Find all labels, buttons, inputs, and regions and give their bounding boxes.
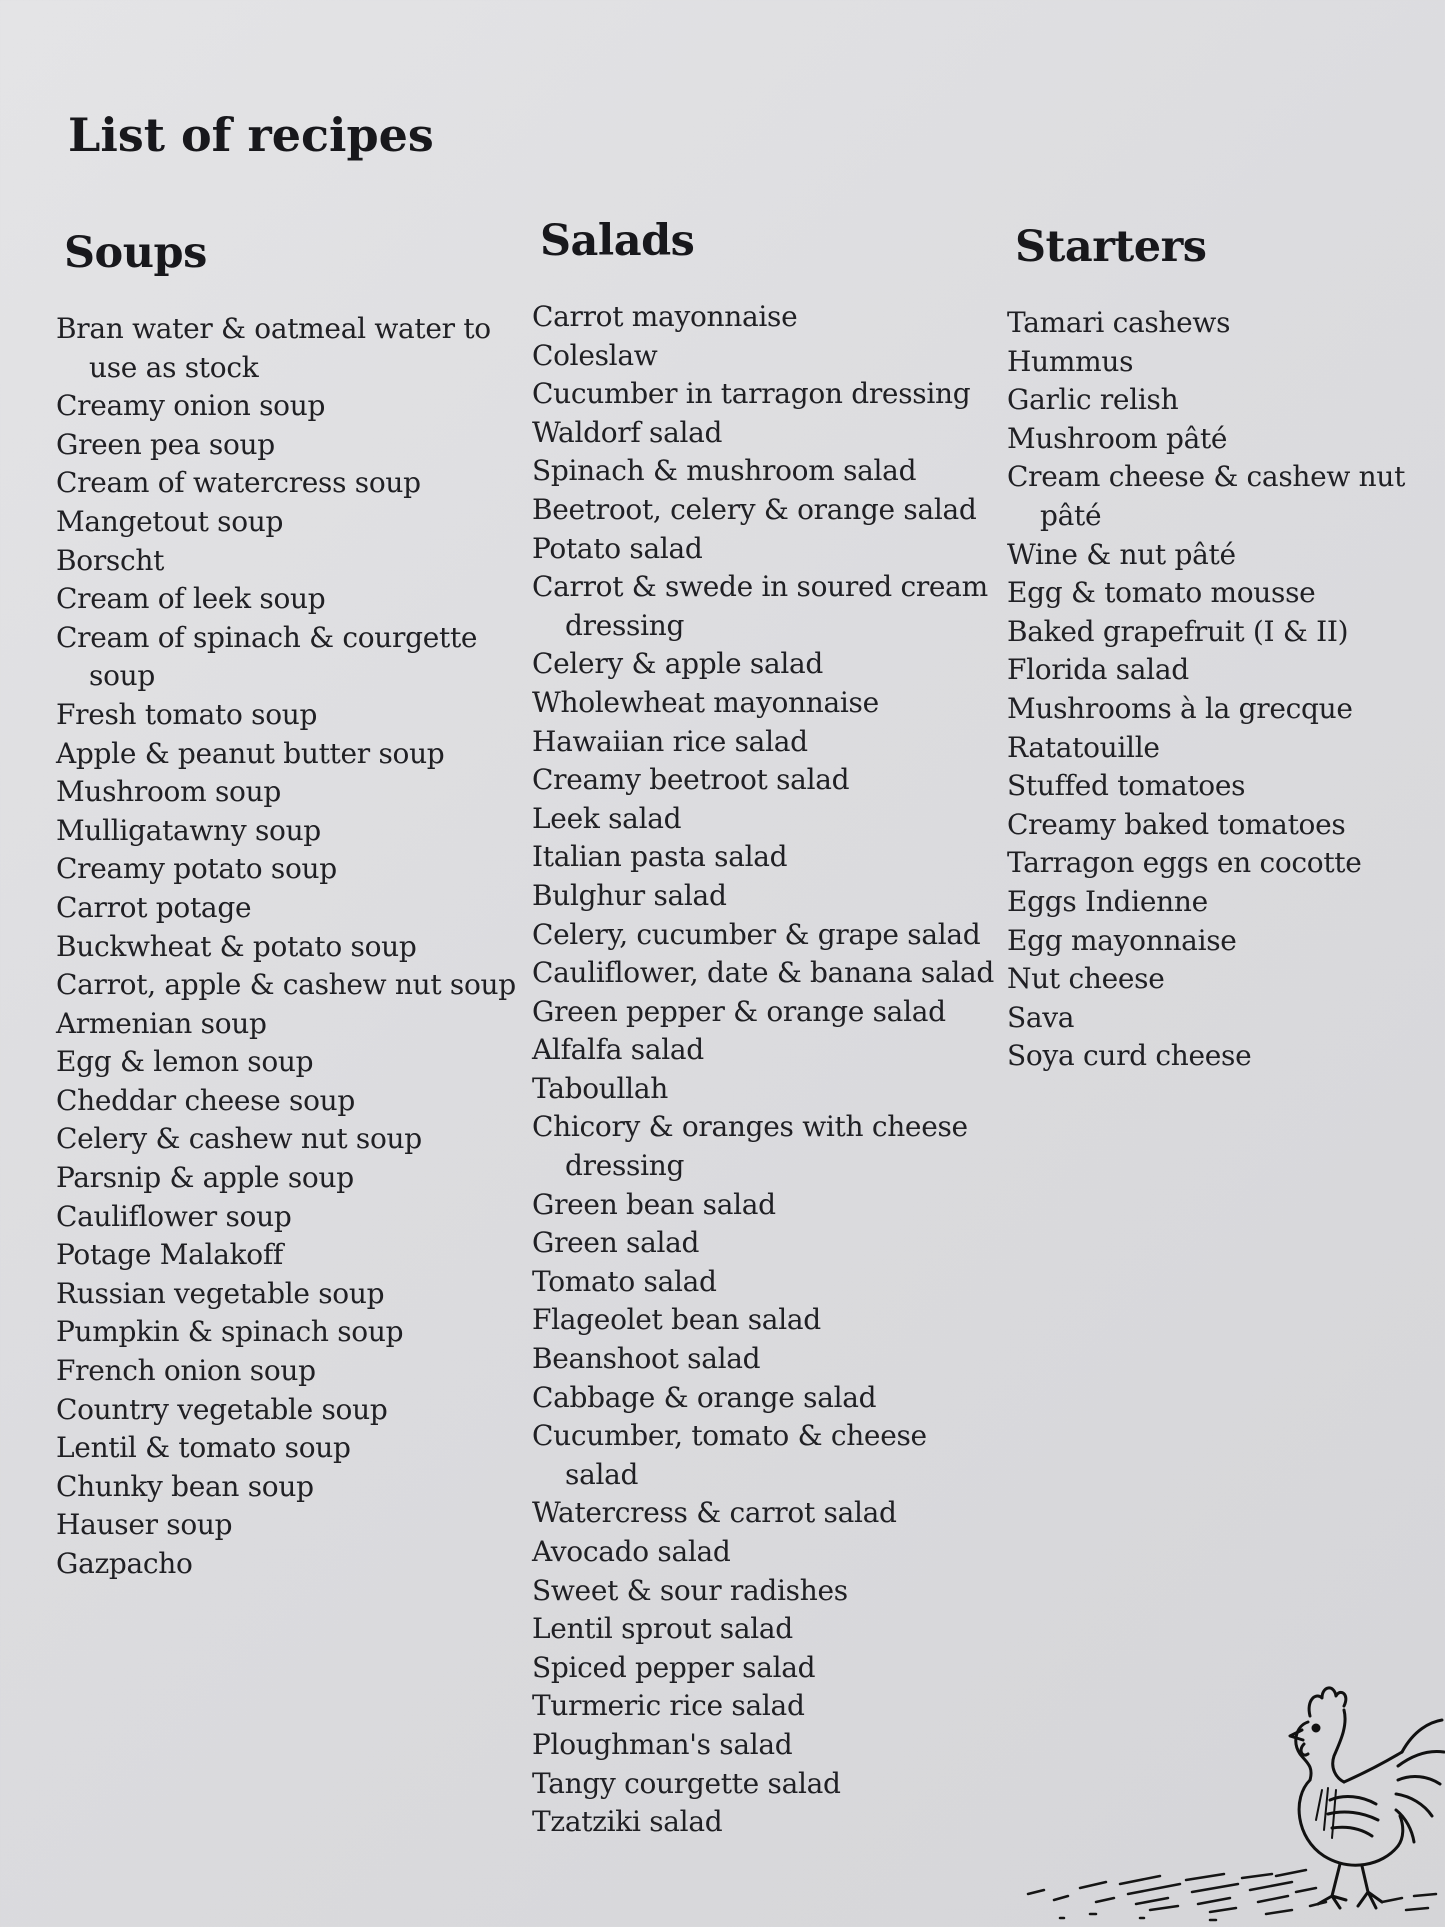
starters-column [1007, 222, 1445, 1076]
recipe-item: Waldorf salad [532, 415, 723, 449]
recipe-item: Beanshoot salad [532, 1342, 761, 1376]
recipe-item: Cheddar cheese soup [56, 1083, 356, 1117]
recipe-item: Gazpacho [56, 1547, 193, 1580]
recipe-item: Potato salad [532, 531, 703, 565]
recipe-item: Celery, cucumber & grape salad [532, 917, 981, 951]
recipe-item: Flageolet bean salad [532, 1303, 821, 1337]
recipe-item: Armenian soup [56, 1006, 267, 1040]
recipe-item: Sweet & sour radishes [532, 1573, 848, 1607]
recipe-item: Lentil sprout salad [532, 1612, 793, 1646]
recipe-item: Beetroot, celery & orange salad [532, 492, 977, 526]
recipe-item: Apple & peanut butter soup [56, 736, 445, 770]
recipe-item: Cabbage & orange salad [532, 1380, 877, 1414]
recipe-item: Tzatziki salad [532, 1805, 723, 1839]
salads-recipe-list [532, 298, 1012, 1842]
recipe-item: Alfalfa salad [532, 1033, 704, 1067]
recipe-item: Lentil & tomato soup [56, 1431, 351, 1465]
recipe-item: Carrot potage [56, 890, 252, 924]
recipe-item: Creamy onion soup [56, 389, 326, 423]
recipe-item: Eggs Indienne [1007, 884, 1208, 918]
recipe-item: French onion soup [56, 1354, 316, 1388]
recipe-item: Egg mayonnaise [1007, 923, 1237, 957]
soups-recipe-list [56, 310, 536, 1584]
recipe-item: Turmeric rice salad [532, 1689, 805, 1723]
recipe-item: Cucumber, tomato & cheese salad [532, 1419, 927, 1491]
recipe-item: Cauliflower soup [56, 1199, 292, 1233]
recipe-item: Green pepper & orange salad [532, 994, 946, 1028]
recipe-item: Hummus [1007, 344, 1134, 378]
recipe-item: Creamy beetroot salad [532, 763, 850, 797]
recipe-item: Nut cheese [1007, 962, 1165, 996]
hen-illustration-icon [1010, 1670, 1445, 1927]
recipe-item: Spiced pepper salad [532, 1650, 816, 1684]
recipe-item: Green bean salad [532, 1187, 776, 1221]
recipe-item: Parsnip & apple soup [56, 1161, 354, 1195]
recipe-item: Green pea soup [56, 427, 275, 461]
recipe-item: Borscht [56, 543, 165, 577]
section-heading-salads: Salads [540, 216, 695, 266]
recipe-item: Country vegetable soup [56, 1392, 388, 1426]
recipe-item: Pumpkin & spinach soup [56, 1315, 404, 1349]
recipe-item: Creamy potato soup [56, 852, 337, 886]
recipe-item: Baked grapefruit (I & II) [1007, 614, 1349, 648]
recipe-item: Bulghur salad [532, 878, 727, 912]
recipe-item: Mulligatawny soup [56, 813, 321, 847]
recipe-item: Tamari cashews [1007, 306, 1231, 339]
recipe-item: Celery & cashew nut soup [56, 1122, 422, 1156]
recipe-item: Carrot mayonnaise [532, 300, 798, 333]
recipe-item: Italian pasta salad [532, 840, 788, 874]
recipe-item: Tomato salad [532, 1264, 717, 1298]
recipe-item: Creamy baked tomatoes [1007, 807, 1346, 841]
recipe-item: Hawaiian rice salad [532, 724, 808, 758]
soups-column [56, 228, 536, 1584]
section-heading-starters: Starters [1015, 222, 1207, 272]
recipe-item: Tarragon eggs en cocotte [1007, 846, 1362, 880]
recipe-item: Tangy courgette salad [532, 1766, 841, 1800]
recipe-item: Ploughman's salad [532, 1727, 793, 1761]
recipe-item: Mushrooms à la grecque [1007, 691, 1353, 725]
recipe-item: Russian vegetable soup [56, 1276, 385, 1310]
recipe-item: Mushroom soup [56, 775, 281, 809]
recipe-item: Mushroom pâté [1007, 421, 1228, 455]
recipe-item: Wholewheat mayonnaise [532, 685, 879, 719]
recipe-item: Coleslaw [532, 338, 658, 372]
recipe-item: Taboullah [532, 1071, 668, 1105]
recipe-item: Carrot & swede in soured cream dressing [532, 570, 988, 642]
recipe-item: Chunky bean soup [56, 1469, 314, 1503]
recipe-item: Watercress & carrot salad [532, 1496, 897, 1530]
recipe-item: Mangetout soup [56, 504, 284, 538]
recipe-item: Cream of watercress soup [56, 466, 421, 500]
recipe-item: Sava [1007, 1000, 1075, 1034]
recipe-item: Spinach & mushroom salad [532, 454, 917, 488]
recipe-item: Cream of spinach & courgette soup [56, 620, 478, 693]
section-heading-soups: Soups [64, 228, 207, 278]
recipe-item: Cauliflower, date & banana salad [532, 956, 995, 990]
salads-column [532, 216, 1012, 1842]
recipe-item: Leek salad [532, 801, 682, 835]
recipe-item: Hauser soup [56, 1508, 233, 1542]
page-title: List of recipes [68, 108, 434, 162]
recipe-item: Soya curd cheese [1007, 1039, 1252, 1073]
recipe-item: Green salad [532, 1226, 700, 1260]
recipe-item: Egg & tomato mousse [1007, 576, 1316, 610]
starters-recipe-list [1007, 304, 1445, 1076]
recipe-item: Fresh tomato soup [56, 697, 318, 731]
recipe-item: Ratatouille [1007, 730, 1160, 764]
recipe-item: Buckwheat & potato soup [56, 929, 417, 963]
recipe-item: Wine & nut pâté [1007, 537, 1236, 571]
recipe-item: Egg & lemon soup [56, 1045, 314, 1079]
recipe-item: Garlic relish [1007, 383, 1179, 417]
recipe-item: Florida salad [1007, 653, 1189, 687]
recipe-item: Bran water & oatmeal water to use as stock [56, 312, 491, 384]
recipe-item: Carrot, apple & cashew nut soup [56, 968, 516, 1002]
recipe-item: Cream cheese & cashew nut pâté [1007, 460, 1406, 532]
recipe-item: Celery & apple salad [532, 647, 824, 681]
recipe-item: Avocado salad [532, 1535, 731, 1568]
recipe-item: Cucumber in tarragon dressing [532, 377, 971, 411]
recipe-item: Cream of leek soup [56, 582, 326, 616]
recipe-item: Potage Malakoff [56, 1238, 283, 1272]
recipe-item: Chicory & oranges with cheese dressing [532, 1110, 968, 1183]
recipe-item: Stuffed tomatoes [1007, 769, 1246, 803]
